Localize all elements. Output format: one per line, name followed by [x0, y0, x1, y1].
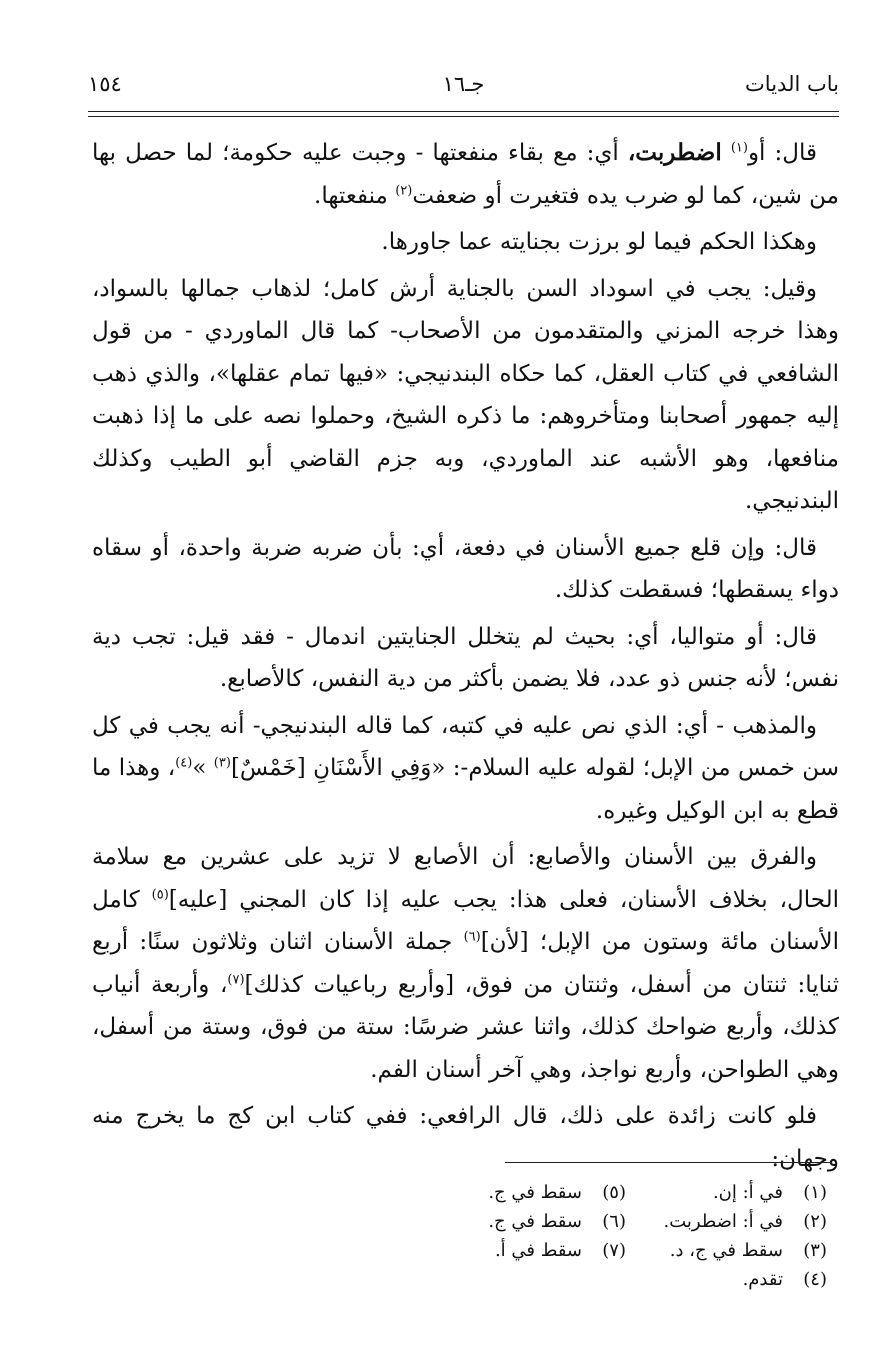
text-run: فلو كانت زائدة على ذلك، قال الرافعي: ففي كتاب ابن كج ما يخرج منه وجهان:	[92, 1103, 839, 1172]
footnote-marker: (٢)	[395, 182, 413, 198]
paragraph	[92, 836, 839, 1091]
text-run: أي: مع بقاء منفعتها - وجبت عليه حكومة؛ لما حصل بها من شين، كما لو ضرب يده فتغيرت أو ضعفت	[92, 140, 839, 209]
page-number: ١٥٤	[88, 72, 122, 96]
text-run: قال: وإن قلع جميع الأسنان في دفعة، أي: بأن ضربه ضربة واحدة، أو سقاه دواء يسقطها؛ فسقطت كذلك.	[92, 534, 839, 603]
text-run: والمذهب - أي: الذي نص عليه في كتبه، كما قاله البندنيجي- أنه يجب في كل سن خمس من الإبل؛ لقوله عليه السلام-: «وَفِي الأَسْنَانِ [خَمْسٌ]	[92, 712, 839, 781]
footnote-item	[426, 1207, 626, 1236]
footnote-item	[597, 1265, 827, 1294]
footnote-number: (١)	[803, 1182, 827, 1203]
footnote-item	[597, 1236, 827, 1265]
footnote-number: (٤)	[803, 1269, 827, 1290]
text-run: جملة الأسنان اثنان وثلاثون سنًا: أربع ثنايا: ثنتان من أسفل، وثنتان من فوق، [وأربع رباعيات كذلك]	[92, 929, 839, 998]
footnote-marker: (٧)	[227, 971, 245, 987]
footnote-number: (٧)	[602, 1240, 626, 1261]
footnote-number: (٦)	[602, 1211, 626, 1232]
text-run: وهكذا الحكم فيما لو برزت بجنايته عما جاورها.	[381, 229, 817, 255]
header-rule-top	[88, 111, 839, 112]
footnote-item	[597, 1178, 827, 1207]
footnote-text: سقط في ج.	[488, 1211, 582, 1232]
volume-label: جـ١٦	[442, 72, 485, 96]
text-run	[722, 140, 731, 166]
footnote-number: (٢)	[803, 1211, 827, 1232]
footnote-text: سقط في ج، د.	[669, 1240, 783, 1261]
main-text	[92, 132, 839, 1184]
paragraph	[92, 268, 839, 523]
footnote-marker: (٥)	[151, 886, 169, 902]
footnote-marker: (٣)	[213, 755, 231, 771]
text-run: قال: أو متواليا، أي: بحيث لم يتخلل الجنايتين اندمال - فقد قيل: تجب دية نفس؛ لأنه جنس ذو عدد، فلا يضمن بأكثر من دية النفس، كالأصابع.	[92, 623, 839, 692]
chapter-title: باب الديات	[745, 72, 839, 96]
bold-term: اضطربت،	[627, 139, 722, 166]
text-run: منفعتها.	[314, 182, 396, 209]
text-run: ، وهذا ما قطع به ابن الوكيل وغيره.	[92, 755, 839, 824]
text-run: وقيل: يجب في اسوداد السن بالجناية أرش كامل؛ لذهاب جمالها بالسواد، وهذا خرجه المزني والمتقدمون من الأصحاب- كما قال الماوردي - من قول الشافعي في كتاب العقل، كما حكاه البندنيجي: «فيها تمام عقلها»، والذي ذهب إليه جمهور أصحابنا ومتأخروهم: ما ذكره الشيخ، وحملوا نصه على ما إذا ذهبت منافعها، وهو الأشبه عند الماوردي، وبه جزم القاضي أبو الطيب وكذلك البندنيجي.	[92, 275, 839, 514]
header-rule-bottom	[88, 116, 839, 117]
footnote-text: في أ: إن.	[712, 1182, 783, 1203]
paragraph	[92, 1095, 839, 1180]
footnote-item	[426, 1236, 626, 1265]
text-run: »	[192, 755, 214, 781]
footnote-marker: (٦)	[463, 929, 481, 945]
footnote-marker: (١)	[730, 140, 748, 156]
footnote-number: (٥)	[602, 1182, 626, 1203]
footnote-text: في أ: اضطربت.	[663, 1211, 783, 1232]
paragraph	[92, 132, 839, 217]
paragraph	[92, 221, 839, 264]
footnote-separator	[505, 1162, 832, 1163]
running-header	[88, 72, 839, 108]
paragraph	[92, 616, 839, 701]
footnote-item	[597, 1207, 827, 1236]
footnotes-left-column	[426, 1178, 626, 1265]
text-run: والفرق بين الأسنان والأصابع: أن الأصابع لا تزيد على عشرين مع سلامة الحال، بخلاف الأسنان، فعلى هذا: يجب عليه إذا كان المجني [عليه]	[92, 844, 839, 913]
footnotes-right-column	[597, 1178, 827, 1294]
paragraph	[92, 527, 839, 612]
footnote-item	[426, 1178, 626, 1207]
paragraph	[92, 705, 839, 833]
footnote-number: (٣)	[803, 1240, 827, 1261]
text-run: كامل الأسنان مائة وستون من الإبل؛ [لأن]	[92, 886, 840, 955]
footnote-text: تقدم.	[742, 1269, 783, 1290]
footnote-text: سقط في أ.	[494, 1240, 582, 1261]
footnote-marker: (٤)	[175, 755, 193, 771]
footnote-text: سقط في ج.	[488, 1182, 582, 1203]
text-run: ، وأربعة أنياب كذلك، وأربع ضواحك كذلك، واثنا عشر ضرسًا: ستة من فوق، وستة من أسفل، وهي الطواحن، وأربع نواجذ، وهي آخر أسنان الفم.	[92, 971, 839, 1083]
text-run: قال: أو	[747, 140, 817, 166]
